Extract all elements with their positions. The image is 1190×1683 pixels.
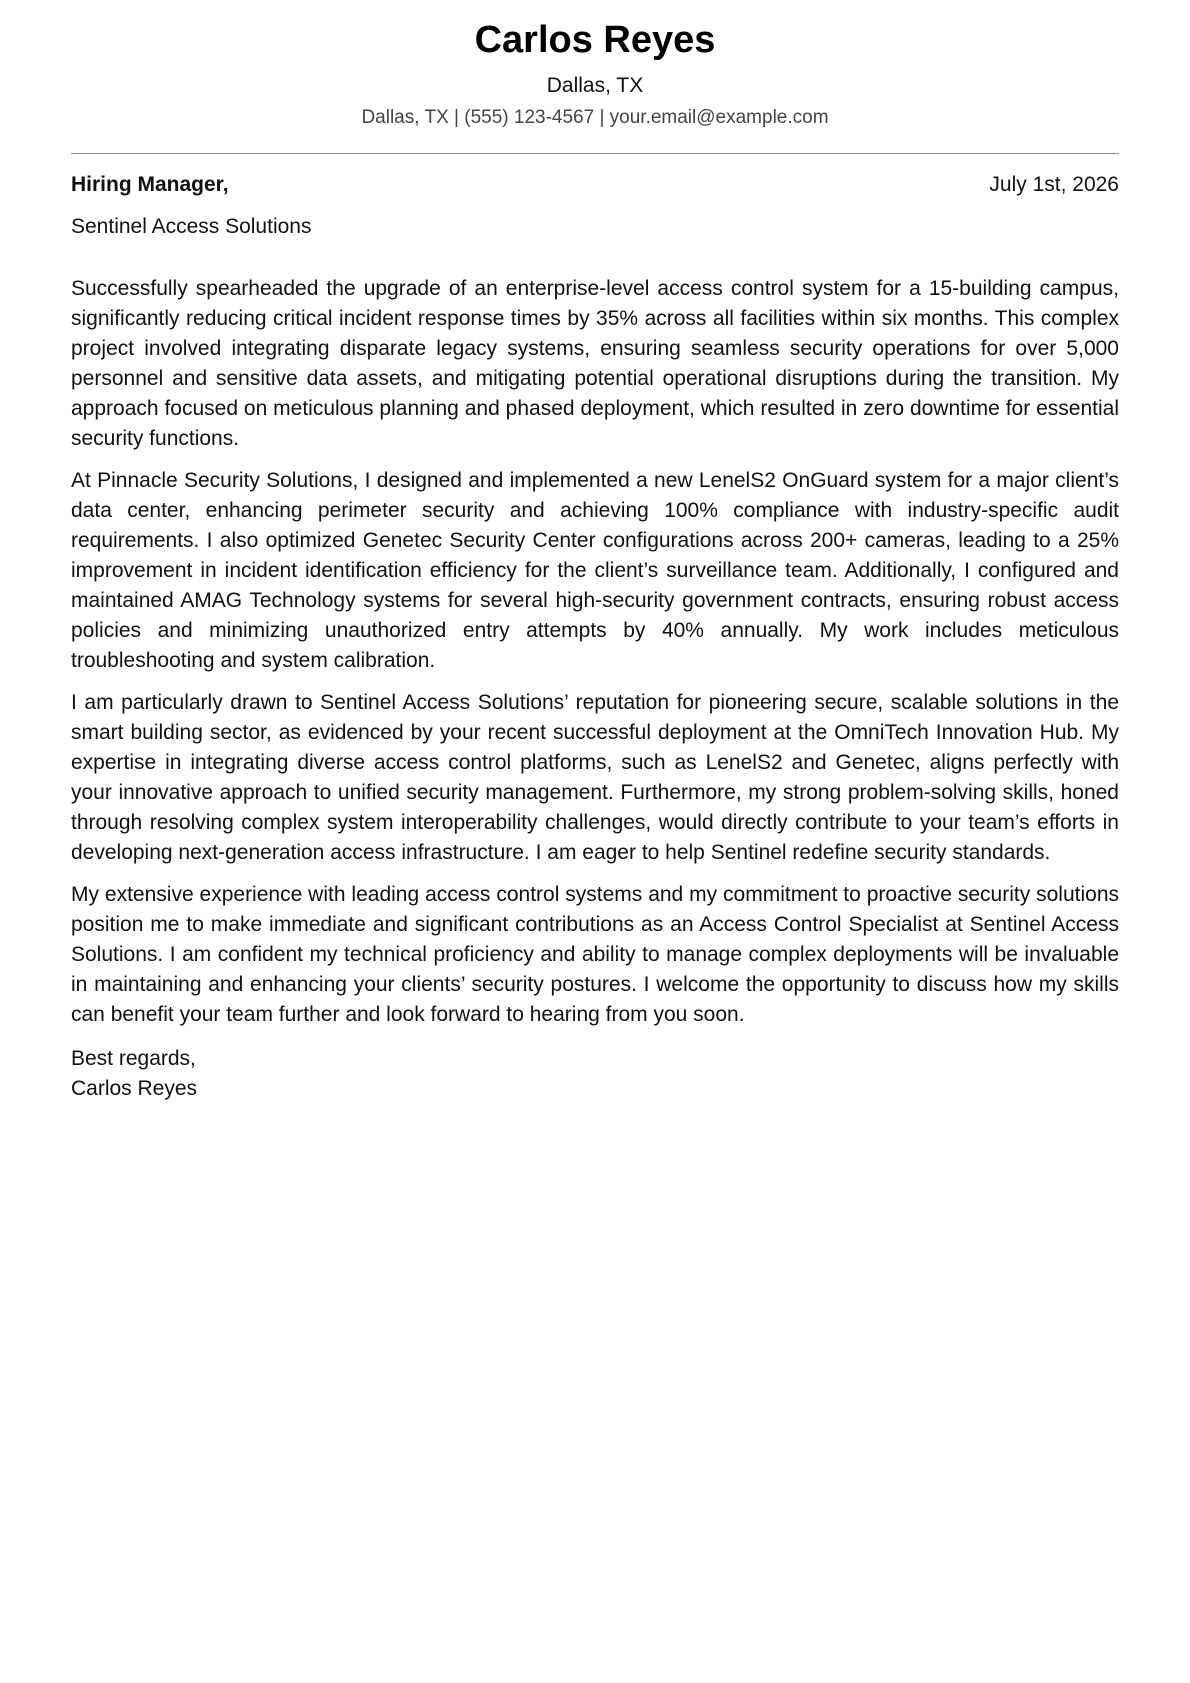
recipient-date-row [71, 171, 1119, 199]
recipient-salutation: Hiring Manager, [71, 173, 229, 196]
letter-closing [71, 1044, 1119, 1104]
body-paragraph: Successfully spearheaded the upgrade of an enterprise-level access control system for a 15-building campus, significantly reducing critical incident response times by 35% across all facilities within six months. This complex project involved integrating disparate legacy systems, ensuring seamless security operations for over 5,000 personnel and sensitive data assets, and mitigating potential operational disruptions during the transition. My approach focused on meticulous planning and phased deployment, which resulted in zero downtime for essential security functions. [71, 277, 1119, 450]
applicant-location: Dallas, TX [546, 74, 644, 97]
body-paragraph: I am particularly drawn to Sentinel Access Solutions’ reputation for pioneering secure, scalable solutions in the smart building sector, as evidenced by your recent successful deployment at the OmniTech Innovation Hub. My expertise in integrating diverse access control platforms, such as LenelS2 and Genetec, aligns perfectly with your innovative approach to unified security management. Furthermore, my strong problem-solving skills, honed through resolving complex system interoperability challenges, would directly contribute to your team’s efforts in developing next-generation access infrastructure. I am eager to help Sentinel redefine security standards. [71, 691, 1119, 864]
applicant-name: Carlos Reyes [474, 19, 716, 61]
header-divider [71, 153, 1119, 154]
body-paragraph: At Pinnacle Security Solutions, I designed and implemented a new LenelS2 OnGuard system for a major client’s data center, enhancing perimeter security and achieving 100% compliance with industry-specific audit requirements. I also optimized Genetec Security Center configurations across 200+ cameras, leading to a 25% improvement in incident identification efficiency for the client’s surveillance team. Additionally, I configured and maintained AMAG Technology systems for several high-security government contracts, ensuring robust access policies and minimizing unauthorized entry attempts by 40% annually. My work includes meticulous troubleshooting and system calibration. [71, 469, 1119, 672]
applicant-contact-line: Dallas, TX | (555) 123-4567 | your.email@example.com [361, 107, 829, 128]
letter-body [71, 274, 1119, 1030]
signature-name: Carlos Reyes [71, 1077, 198, 1100]
closing-phrase: Best regards, [71, 1047, 196, 1070]
letter-date: July 1st, 2026 [989, 173, 1119, 196]
body-paragraph: My extensive experience with leading access control systems and my commitment to proactive security solutions position me to make immediate and significant contributions as an Access Control Specialist at Sentinel Access Solutions. I am confident my technical proficiency and ability to manage complex deployments will be invaluable in maintaining and enhancing your clients’ security postures. I welcome the opportunity to discuss how my skills can benefit your team further and look forward to hearing from you soon. [71, 883, 1119, 1026]
letter-header [71, 0, 1119, 130]
recipient-company: Sentinel Access Solutions [71, 215, 312, 238]
